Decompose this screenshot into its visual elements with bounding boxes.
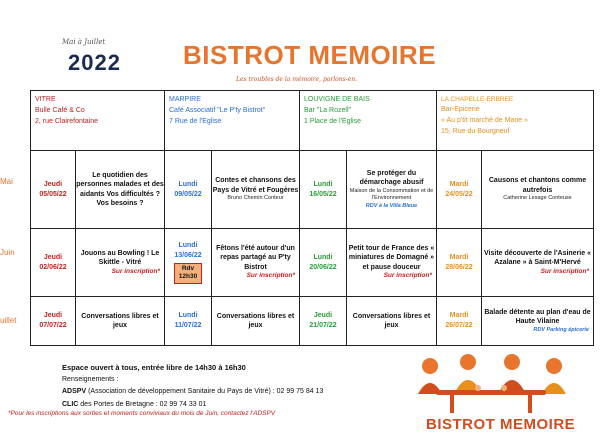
venue-vitre: VITRE Bulle Café & Co 2, rue Clairefontaine (31, 91, 165, 151)
event-activity: Jouons au Bowling ! Le Skittle - Vitré Sur inscription* (80, 249, 160, 275)
month-label-july: uillet (0, 316, 17, 325)
event-date: Lundi 20/06/22 (300, 229, 347, 297)
event-activity: Se protéger du démarchage abusif Maison de la Consommation et de l'Environnement RDV à la Villa Bleue (347, 151, 437, 229)
contact-clic: CLIC des Portes de Bretagne : 02 99 74 33 01 (62, 400, 207, 408)
event-activity: Conversations libres et jeux (347, 297, 437, 346)
period-subtitle: Mai à Juillet (62, 38, 106, 46)
event-date: Jeudi 02/06/22 (31, 229, 76, 296)
event-date: Lundi 11/07/22 (165, 297, 212, 346)
month-label-june: Juin (0, 248, 15, 257)
event-date: Mardi 28/06/22 (437, 229, 482, 297)
info-label: Renseignements : (62, 376, 119, 384)
event-date: Mardi 26/07/22 (437, 297, 482, 346)
event-date: Mardi 24/05/22 (437, 151, 482, 229)
event-date: Jeudi 21/07/22 (300, 297, 347, 346)
month-label-may: Mai (0, 177, 13, 186)
table-row (31, 297, 594, 346)
contact-adspv: ADSPV (Association de développement Sanitaire du Pays de Vitré) : 02 99 75 84 13 (62, 388, 324, 396)
event-date: Lundi 09/05/22 (165, 151, 212, 229)
brand-tagline: Les troubles de la mémoire, parlons-en. (236, 76, 358, 83)
event-activity: Fêtons l'été autour d'un repas partagé au P'ty Bistrot Sur inscription* (212, 229, 300, 297)
event-date: Lundi 13/06/22 Rdv 12h30 (165, 229, 212, 297)
venue-louvigne: LOUVIGNE DE BAIS Bar "La Rozell" 1 Place de l'Eglise (300, 91, 437, 151)
event-activity: Causons et chantons comme autrefois Catherine Lesage Conteuse (482, 151, 594, 229)
event-activity: Contes et chansons des Pays de Vitré et Fougères Bruno Chemin Conteur (212, 151, 300, 229)
opening-hours: Espace ouvert à tous, entrée libre de 14h30 à 16h30 (62, 363, 246, 372)
footnote: *Pour les inscriptions aux sorties et moments conviviaux du mois de Juin, contactez l'ADSPV (8, 410, 276, 417)
footer-brand-logo: BISTROT MEMOIRE (426, 416, 576, 433)
table-row (31, 229, 594, 297)
bistro-illustration (408, 346, 576, 418)
venue-header-row (31, 91, 594, 151)
event-activity: Visite découverte de l'Asinerie « Azalane » à Saint-M'Hervé Sur inscription* (482, 229, 594, 297)
event-date: Jeudi 07/07/22 (31, 297, 76, 345)
event-cell (31, 151, 165, 229)
venue-marpire: MARPIRE Café Associatif "Le P'ty Bistrot" 7 Rue de l'Eglise (165, 91, 300, 151)
schedule-table (30, 90, 594, 346)
event-cell (31, 229, 165, 297)
event-activity: Balade détente au plan d'eau de Haute Vilaine RDV Parking épicerie (482, 297, 594, 346)
brand-logo: BISTROT MEMOIRE (183, 40, 437, 70)
event-activity: Conversations libres et jeux (81, 312, 159, 329)
rdv-badge: Rdv 12h30 (174, 263, 202, 285)
event-date: Lundi 16/05/22 (300, 151, 347, 229)
event-activity: Petit tour de France des « miniatures de Domagné » et pause douceur Sur inscription* (347, 229, 437, 297)
info-footer (62, 361, 323, 411)
event-cell (31, 297, 165, 346)
year-title: 2022 (68, 50, 121, 75)
event-date: Jeudi 05/05/22 (31, 151, 76, 228)
table-row (31, 151, 594, 229)
event-activity: Conversations libres et jeux (212, 297, 300, 346)
event-activity: Le quotidien des personnes malades et des aidants Vos difficultés ? Vos besoins ? (76, 171, 164, 207)
venue-chapelle-erbree: LA CHAPELLE-ERBREE Bar-Epicerie « Au p'tit marché de Marie » 15, Rue du Bourgneuf (437, 91, 594, 151)
